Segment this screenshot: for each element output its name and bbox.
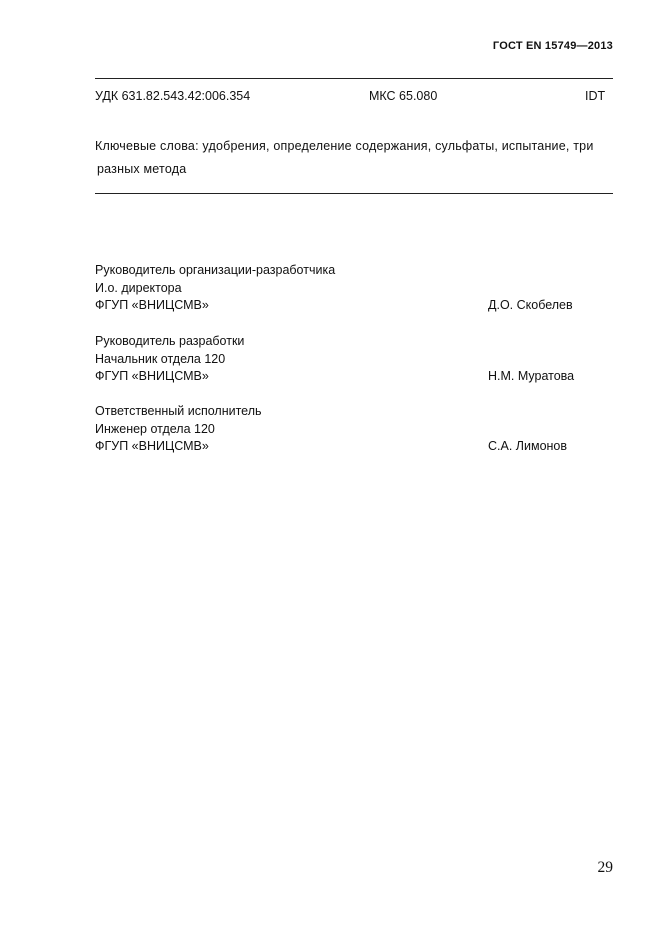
idt-marker: IDT [585,89,606,103]
signatory-name: Д.О. Скобелев [488,298,573,312]
signatory-org-row [95,297,615,315]
top-rule [95,78,613,79]
signatory-role: Руководитель организации-разработчика [95,263,336,277]
signatory-org-row [95,368,615,386]
signatory-role: Руководитель разработки [95,334,245,348]
keywords [95,135,615,181]
udk-code: УДК 631.82.543.42:006.354 [95,89,251,103]
mks-code: МКС 65.080 [369,89,438,103]
signatory-org: ФГУП «ВНИЦСМВ» [95,439,209,453]
signatory-position: И.о. директора [95,280,182,295]
signatory-org-row [95,438,615,456]
signatory-block [95,262,615,315]
signatory-position: Начальник отдела 120 [95,351,226,366]
signatory-position: Инженер отдела 120 [95,421,215,436]
keywords-line-1: Ключевые слова: удобрения, определение содержания, сульфаты, испытание, три [95,139,594,153]
page-number: 29 [597,859,613,876]
signatory-name: С.А. Лимонов [488,439,568,453]
signatory-block [95,333,615,386]
bottom-rule [95,193,613,194]
signatory-role: Ответственный исполнитель [95,404,262,418]
signatory-block [95,403,615,456]
signatory-org: ФГУП «ВНИЦСМВ» [95,298,209,312]
signatory-org: ФГУП «ВНИЦСМВ» [95,369,209,383]
signatory-name: Н.М. Муратова [488,369,575,383]
keywords-line-2: разных метода [97,162,187,176]
standard-header: ГОСТ EN 15749—2013 [492,40,613,52]
